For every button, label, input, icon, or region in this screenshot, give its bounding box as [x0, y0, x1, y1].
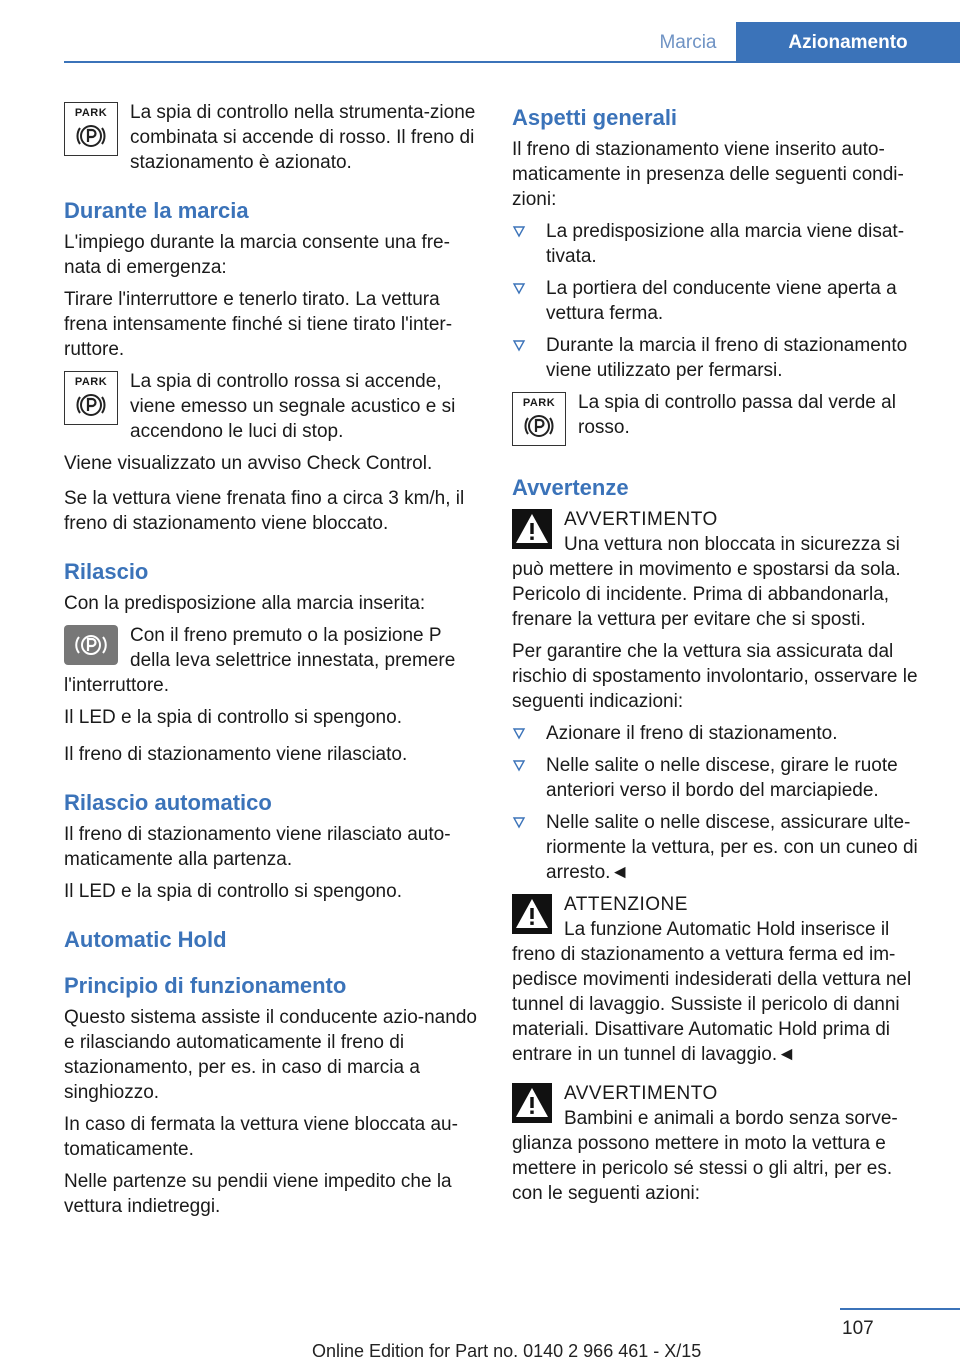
list-item: Nelle salite o nelle discese, assicurare ulte-riormente la vettura, per es. con un cuneo di arresto.◄	[512, 810, 926, 885]
bullet-triangle-icon	[512, 758, 526, 772]
heading-aspetti-generali: Aspetti generali	[512, 105, 678, 130]
bullet-triangle-icon	[512, 224, 526, 238]
warning-block-1	[512, 507, 926, 632]
durante-icon-paragraph	[64, 369, 478, 444]
hold-p3: Nelle partenze su pendii viene impedito che la vettura indietreggi.	[64, 1171, 452, 1217]
heading-principio: Principio di funzionamento	[64, 973, 347, 998]
right-column	[512, 100, 926, 1213]
heading-rilascio: Rilascio	[64, 559, 149, 584]
warning-block-2	[512, 892, 926, 1067]
durante-icon-text: La spia di controllo rossa si accende, viene emesso un segnale acustico e si accendono le luci di stop.	[130, 371, 456, 442]
bullet-triangle-icon	[512, 338, 526, 352]
avvertenze-list	[512, 721, 926, 885]
bullet-triangle-icon	[512, 281, 526, 295]
list-item: Nelle salite o nelle discese, girare le ruote anteriori verso il bordo del marciapiede.	[512, 753, 926, 803]
heading-durante-la-marcia: Durante la marcia	[64, 198, 249, 223]
bullet-triangle-icon	[512, 815, 526, 829]
park-brake-warning-icon: PARK	[512, 392, 566, 446]
header-chapter-tab[interactable]: Azionamento	[736, 22, 960, 63]
edition-note: Online Edition for Part no. 0140 2 966 461 - X/15	[312, 1341, 702, 1361]
list-item: La predisposizione alla marcia viene disat-tivata.	[512, 219, 926, 269]
page-header	[0, 0, 960, 64]
park-brake-warning-icon: PARK	[64, 371, 118, 425]
warning-text: La funzione Automatic Hold inserisce il freno di stazionamento a vettura ferma ed im-pedisce movimenti indesiderati della vettura nel tunnel di lavaggio. Sussiste il pericolo di danni materiali. Disattivare Automatic Hold prima di entrare in un tunnel di lavaggio.◄	[512, 919, 912, 1065]
warning-block-3	[512, 1081, 926, 1206]
auto-p1: Il freno di stazionamento viene rilasciato auto-maticamente alla partenza.	[64, 824, 451, 870]
bullet-triangle-icon	[512, 726, 526, 740]
durante-p2: Tirare l'interruttore e tenerlo tirato. La vettura frena intensamente finché si tiene tirato l'inter-ruttore.	[64, 289, 453, 360]
list-item: La portiera del conducente viene aperta a vettura ferma.	[512, 276, 926, 326]
heading-automatic-hold: Automatic Hold	[64, 927, 227, 952]
warning-triangle-icon	[512, 509, 552, 549]
left-column	[64, 100, 478, 1226]
durante-p4: Se la vettura viene frenata fino a circa 3 km/h, il freno di stazionamento viene bloccato.	[64, 488, 465, 534]
intro-text: La spia di controllo nella strumenta-zione combinata si accende di rosso. Il freno di stazionamento è azionato.	[130, 102, 476, 173]
auto-p2: Il LED e la spia di controllo si spengono.	[64, 881, 402, 902]
warning-triangle-icon	[512, 1083, 552, 1123]
page-number: 107	[842, 1318, 874, 1339]
warning-triangle-icon	[512, 894, 552, 934]
warning-text: Bambini e animali a bordo senza sorve-glianza possono mettere in moto la vettura e mettere in pericolo sé stessi o gli altri, per es. con le seguenti azioni:	[512, 1108, 898, 1204]
hold-p1: Questo sistema assiste il conducente azio-nando e rilasciando automaticamente il freno di stazionamento, per es. in caso di marcia a singhiozzo.	[64, 1007, 477, 1103]
generali-icon-text: La spia di controllo passa dal verde al rosso.	[578, 392, 896, 438]
avvertenze-p1: Per garantire che la vettura sia assicurata dal rischio di spostamento involontario, osservare le seguenti indicazioni:	[512, 641, 918, 712]
hold-p2: In caso di fermata la vettura viene bloccata au-tomaticamente.	[64, 1114, 458, 1160]
parking-brake-switch-icon	[64, 625, 118, 665]
list-item: Durante la marcia il freno di stazionamento viene utilizzato per fermarsi.	[512, 333, 926, 383]
rilascio-p2: Il LED e la spia di controllo si spengono.	[64, 707, 402, 728]
durante-p3: Viene visualizzato un avviso Check Control.	[64, 453, 433, 474]
generali-icon-paragraph	[512, 390, 926, 452]
heading-rilascio-automatico: Rilascio automatico	[64, 790, 272, 815]
rilascio-p3: Il freno di stazionamento viene rilasciato.	[64, 744, 408, 765]
header-rule	[64, 61, 960, 63]
intro-icon-paragraph	[64, 100, 478, 175]
warning-title: AVVERTIMENTO	[564, 509, 718, 530]
durante-p1: L'impiego durante la marcia consente una fre-nata di emergenza:	[64, 232, 450, 278]
warning-title: ATTENZIONE	[564, 894, 688, 915]
page-footer	[0, 1308, 960, 1362]
generali-p1: Il freno di stazionamento viene inserito auto-maticamente in presenza delle seguenti condi-zioni:	[512, 139, 904, 210]
warning-text: Una vettura non bloccata in sicurezza si può mettere in movimento e spostarsi da sola. Pericolo di incidente. Prima di abbandonarla, frenare la vettura per evitare che si sposti.	[512, 534, 901, 630]
header-section-tab[interactable]: Marcia	[659, 32, 717, 53]
warning-title: AVVERTIMENTO	[564, 1083, 718, 1104]
park-brake-warning-icon: PARK	[64, 102, 118, 156]
generali-list	[512, 219, 926, 383]
list-item: Azionare il freno di stazionamento.	[512, 721, 926, 746]
rilascio-icon-paragraph	[64, 623, 478, 698]
rilascio-icon-text: Con il freno premuto o la posizione P della leva selettrice innestata, premere l'interruttore.	[64, 625, 456, 696]
heading-avvertenze: Avvertenze	[512, 475, 629, 500]
footer-rule	[840, 1308, 960, 1310]
rilascio-p1: Con la predisposizione alla marcia inserita:	[64, 593, 426, 614]
